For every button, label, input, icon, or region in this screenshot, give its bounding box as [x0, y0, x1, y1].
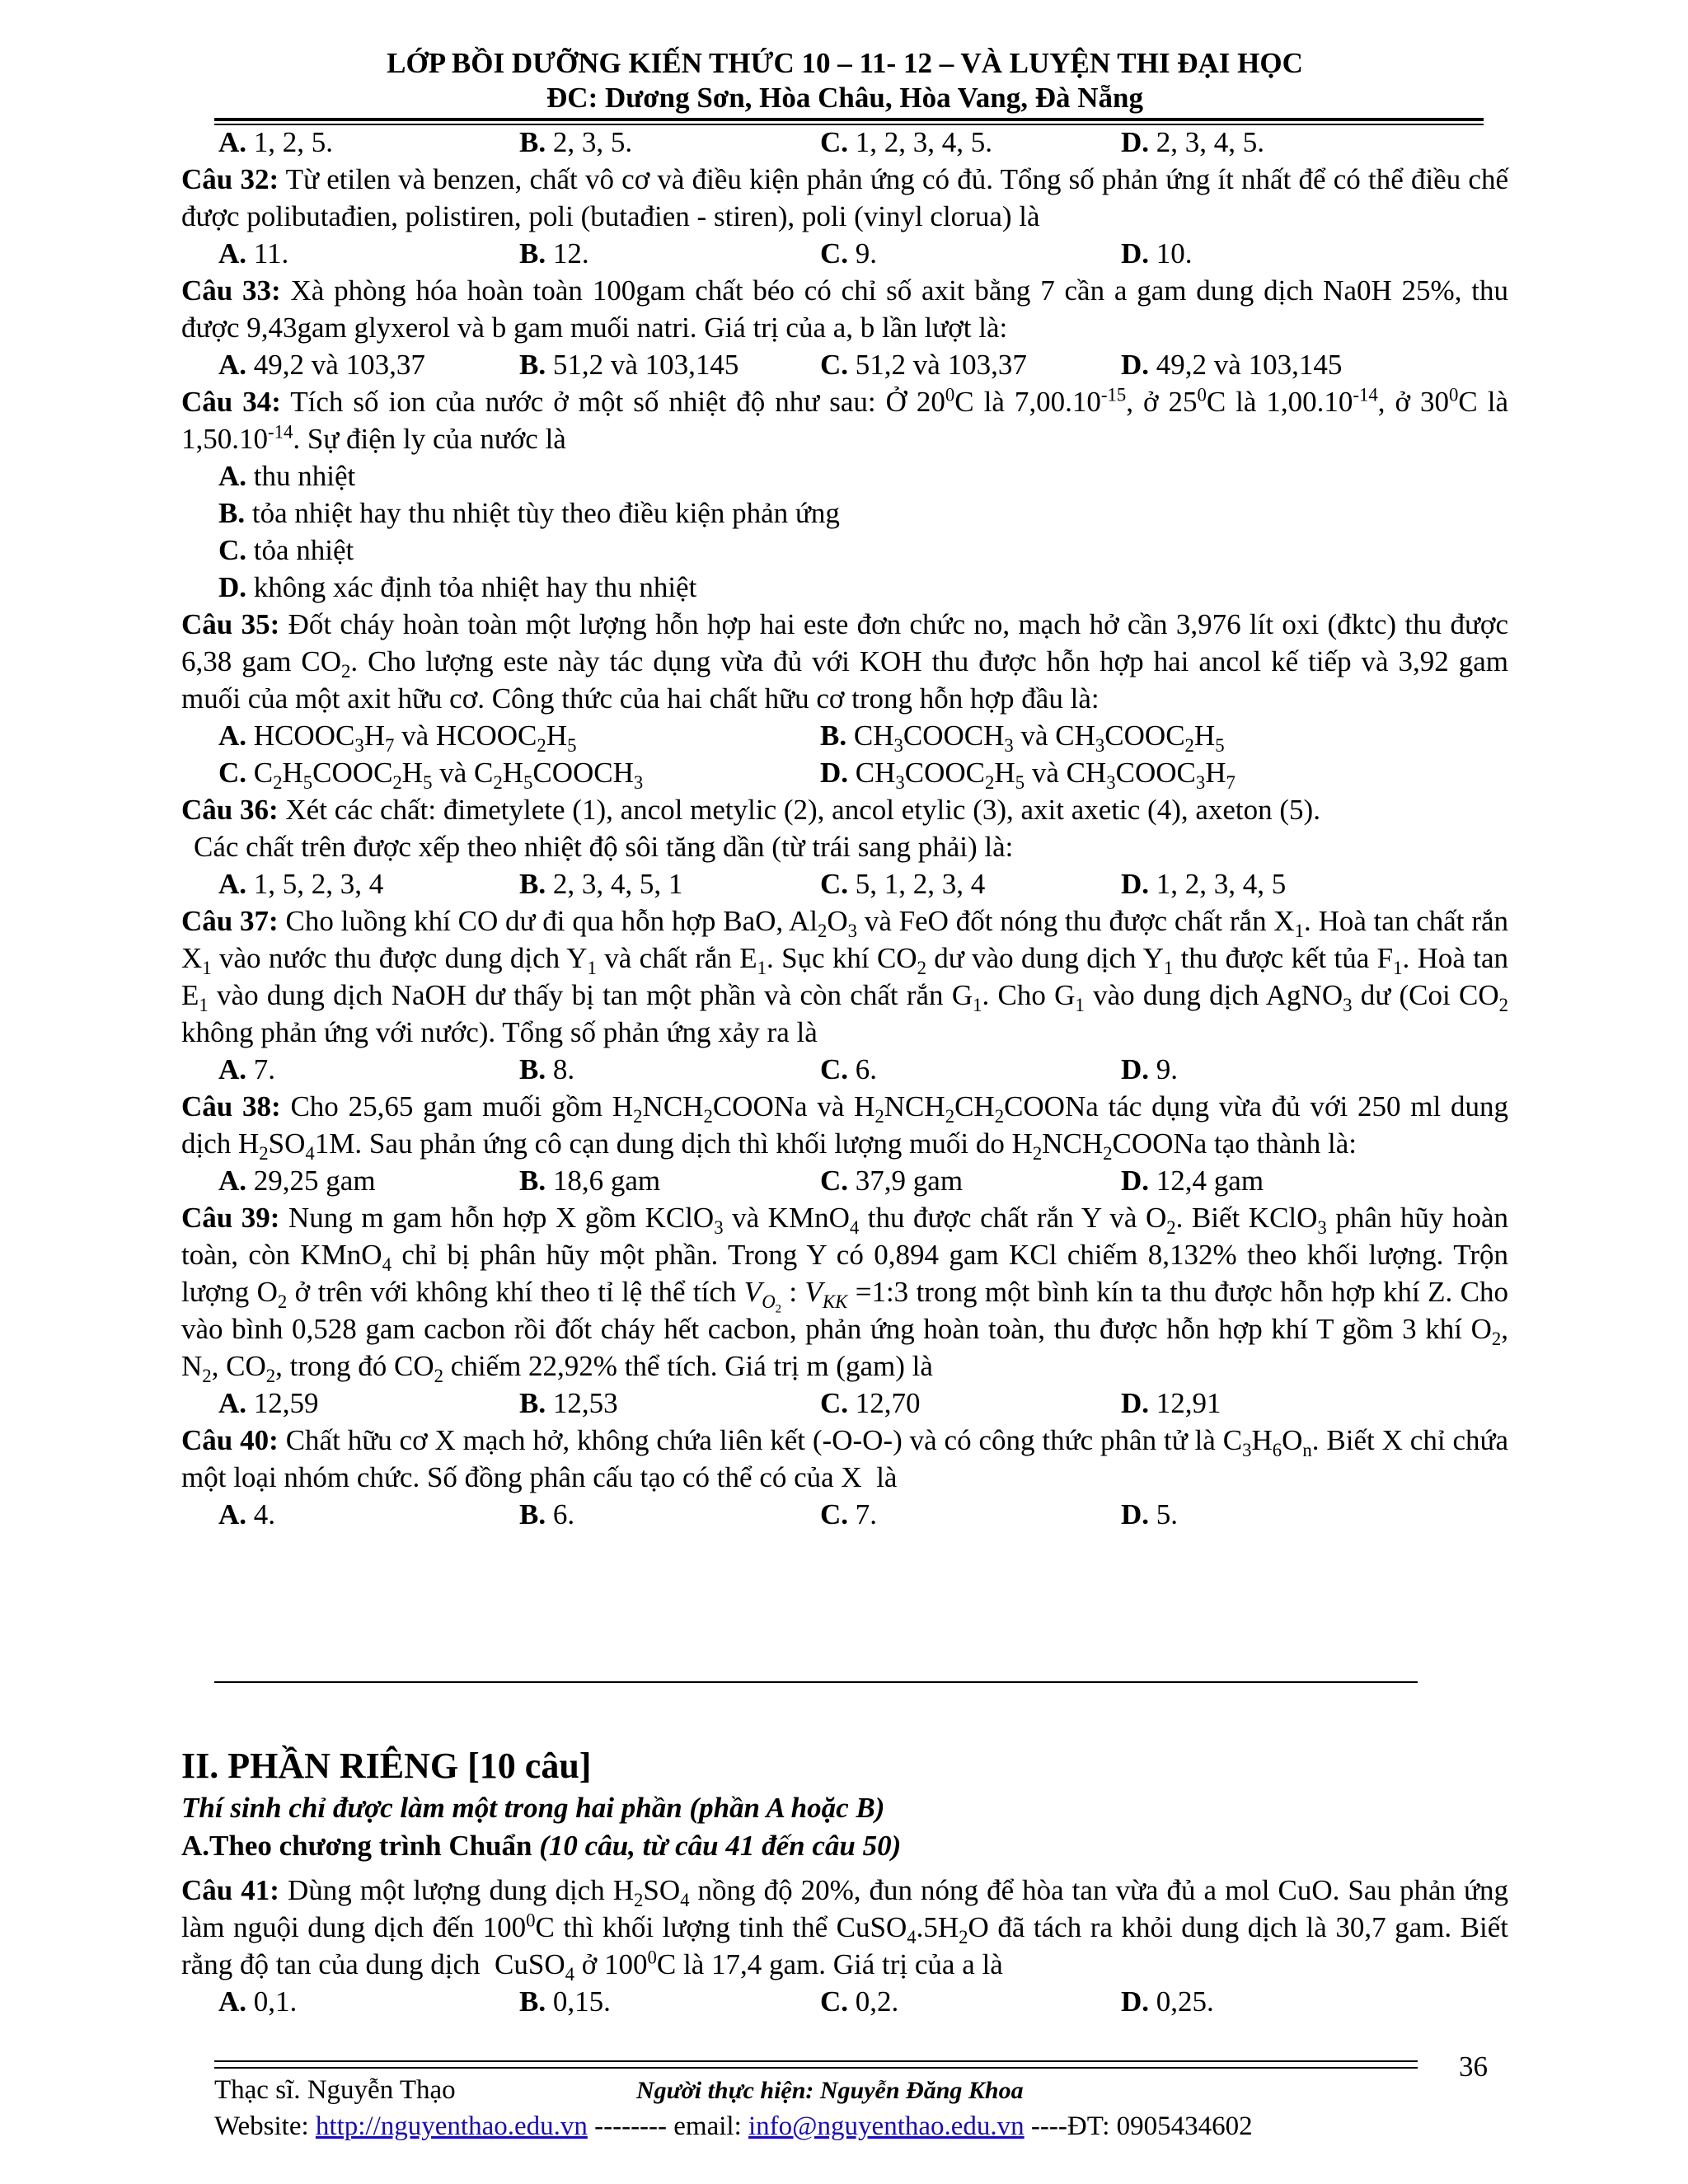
option-b: 2, 3, 5.: [552, 126, 633, 158]
author-name: Thạc sĩ. Nguyễn Thạo: [214, 2075, 456, 2105]
question-33: Câu 33: Xà phòng hóa hoàn toàn 100gam chất béo có chỉ số axit bằng 7 cần a gam dung dịch Na0H 25%, thu được 9,43gam glyxerol và b gam muối natri. Giá trị của a, b lần lượt là:: [181, 274, 1508, 344]
question-37-options: A. 7. B. 8. C. 6. D. 9.: [218, 1053, 1179, 1085]
header-rule: [214, 118, 1484, 121]
option-d: 2, 3, 4, 5.: [1156, 126, 1265, 158]
question-35: Câu 35: Đốt cháy hoàn toàn một lượng hỗn hợp hai este đơn chức no, mạch hở cần 3,976 lít oxi (đktc) thu được 6,38 gam $CO_2$. Cho lượng este này tác dụng vừa đủ với KOH thu được hỗn hợp hai ancol kế tiếp và 3,92 gam muối của một axit hữu cơ. Công thức của hai chất hữu cơ trong hỗn hợp đầu là:: [181, 608, 1508, 715]
question-41: Câu 41: Dùng một lượng dung dịch $H_2SO_4$ nồng độ 20%, đun nóng để hòa tan vừa đủ a mol CuO. Sau phản ứng làm nguội dung dịch đến $100^0C$ thì khối lượng tinh thể $CuSO_4.5H_2O$ đã tách ra khỏi dung dịch là 30,7 gam. Biết rằng độ tan của dung dịch CuSO$_4$ ở $100^0C$ là 17,4 gam. Giá trị của a là: [181, 1874, 1508, 1985]
top-options: A. 1, 2, 5. B. 2, 3, 5. C. 1, 2, 3, 4, 5. D. 2, 3, 4, 5.: [218, 126, 1265, 158]
question-32: Câu 32: Từ etilen và benzen, chất vô cơ và điều kiện phản ứng có đủ. Tổng số phản ứng ít nhất để có thể điều chế được polibutađien, polistiren, poli (butađien - stiren), poli (vinyl clorua) là: [181, 163, 1508, 232]
question-35-options-cd: C. $C_2H_5COOC_2H_5$ và $C_2H_5COOCH_3$ D. $CH_3COOC_2H_5$ và $CH_3COOC_3H_7$: [218, 757, 1236, 793]
question-34-option-c: C. tỏa nhiệt: [218, 534, 354, 566]
header-address: ĐC: Dương Sơn, Hòa Châu, Hòa Vang, Đà Nẵng: [546, 82, 1143, 114]
question-39: Câu 39: Nung m gam hỗn hợp X gồm KClO$_3$ và KMnO$_4$ thu được chất rắn Y và $O_2$. Biết KClO$_3$ phân hũy hoàn toàn, còn KMnO$_4$ chỉ bị phân hũy một phần. Trong Y có 0,894 gam KCl chiếm 8,132% theo khối lượng. Trộn lượng $O_2$ ở trên với không khí theo tỉ lệ thể tích $V_{O_2}$ : $V_{KK}$ =1:3 trong một bình kín ta thu được hỗn hợp khí Z. Cho vào bình 0,528 gam cacbon rồi đốt cháy hết cacbon, phản ứng hoàn toàn, thu được hỗn hợp khí T gồm 3 khí $O_2$, $N_2$, $CO_2$, trong đó $CO_2$ chiếm 22,92% thể tích. Giá trị m (gam) là: [181, 1202, 1508, 1386]
prepared-by: Người thực hiện: Nguyễn Đăng Khoa: [636, 2077, 1024, 2104]
question-36-options: A. 1, 5, 2, 3, 4 B. 2, 3, 4, 5, 1 C. 5, 1, 2, 3, 4 D. 1, 2, 3, 4, 5: [218, 868, 1287, 900]
phone-number: ----ĐT: 0905434602: [1024, 2111, 1253, 2141]
question-32-options: A. 11. B. 12. C. 9. D. 10.: [218, 237, 1193, 269]
section-part-ii: [181, 1743, 1508, 2020]
question-34-option-d: D. không xác định tỏa nhiệt hay thu nhiệt: [218, 571, 697, 603]
question-34-option-b: B. tỏa nhiệt hay thu nhiệt tùy theo điều kiện phản ứng: [218, 497, 840, 529]
question-36: Câu 36: Xét các chất: đimetylete (1), ancol metylic (2), ancol etylic (3), axit axetic (4), axeton (5).: [181, 794, 1320, 826]
question-33-options: A. 49,2 và 103,37 B. 51,2 và 103,145 C. 51,2 và 103,37 D. 49,2 và 103,145: [218, 349, 1343, 381]
question-34: Câu 34: Tích số ion của nước ở một số nhiệt độ như sau: Ở $20^0C$ là $7,00.10^{-15}$, ở $25^0C$ là $1,00.10^{-14}$, ở $30^0C$ là $1,50.10^{-14}$. Sự điện ly của nước là: [181, 384, 1508, 455]
question-34-option-a: A. thu nhiệt: [218, 460, 356, 492]
email-link[interactable]: info@nguyenthao.edu.vn: [748, 2111, 1025, 2141]
contact-line: Website: http://nguyenthao.edu.vn -------- email: info@nguyenthao.edu.vn ----ĐT: 0905434602: [214, 2111, 1253, 2141]
questions: [181, 124, 1508, 1533]
footer-rule-2: [214, 2067, 1418, 2069]
question-41-options: A. 0,1. B. 0,15. C. 0,2. D. 0,25.: [218, 1985, 1214, 2018]
section-divider: [214, 1681, 1418, 1683]
footer-rule: [214, 2060, 1418, 2062]
question-39-options: A. 12,59 B. 12,53 C. 12,70 D. 12,91: [218, 1387, 1221, 1419]
question-38: Câu 38: Cho 25,65 gam muối gồm $H_2NCH_2COONa$ và $H_2NCH_2CH_2COONa$ tác dụng vừa đủ với 250 ml dung dịch $H_2SO_41M$. Sau phản ứng cô cạn dung dịch thì khối lượng muối do $H_2NCH_2COONa$ tạo thành là:: [181, 1090, 1508, 1164]
question-36-line2: Các chất trên được xếp theo nhiệt độ sôi tăng dần (từ trái sang phải) là:: [194, 831, 1014, 863]
question-35-options-ab: A. $HCOOC_3H_7$ và $HCOOC_2H_5$ B. $CH_3COOCH_3$ và $CH_3COOC_2H_5$: [218, 719, 1225, 756]
section-title: II. PHẦN RIÊNG [10 câu]: [181, 1746, 592, 1786]
section-subtitle: Thí sinh chỉ được làm một trong hai phần (phần A hoặc B): [181, 1792, 885, 1824]
page-number: 36: [1459, 2050, 1488, 2083]
question-40-options: A. 4. B. 6. C. 7. D. 5.: [218, 1498, 1179, 1530]
option-a: 1, 2, 5.: [253, 126, 334, 158]
section-part-a: A.Theo chương trình Chuẩn (10 câu, từ câu 41 đến câu 50): [181, 1830, 902, 1862]
question-38-options: A. 29,25 gam B. 18,6 gam C. 37,9 gam D. 12,4 gam: [218, 1165, 1264, 1197]
option-c: 1, 2, 3, 4, 5.: [855, 126, 993, 158]
header-title: LỚP BỒI DƯỠNG KIẾN THỨC 10 – 11- 12 – VÀ LUYỆN THI ĐẠI HỌC: [387, 47, 1303, 79]
question-40: Câu 40: Chất hữu cơ X mạch hở, không chứa liên kết (-O-O-) và có công thức phân tử là $C_3H_6O_n$. Biết X chỉ chứa một loại nhóm chức. Số đồng phân cấu tạo có thể có của X là: [181, 1424, 1508, 1493]
question-37: Câu 37: Cho luồng khí CO dư đi qua hỗn hợp BaO, $Al_2O_3$ và FeO đốt nóng thu được chất rắn $X_1$. Hoà tan chất rắn $X_1$ vào nước thu được dung dịch $Y_1$ và chất rắn $E_1$. Sục khí $CO_2$ dư vào dung dịch $Y_1$ thu được kết tủa $F_1$. Hoà $\tan E_1$ vào dung dịch NaOH dư thấy bị tan một phần và còn chất rắn $G_1$. Cho $G_1$ vào dung dịch AgNO$_3$ dư (Coi $CO_2$ không phản ứng với nước). Tổng số phản ứng xảy ra là: [181, 905, 1509, 1048]
website-link[interactable]: http://nguyenthao.edu.vn: [315, 2111, 588, 2141]
